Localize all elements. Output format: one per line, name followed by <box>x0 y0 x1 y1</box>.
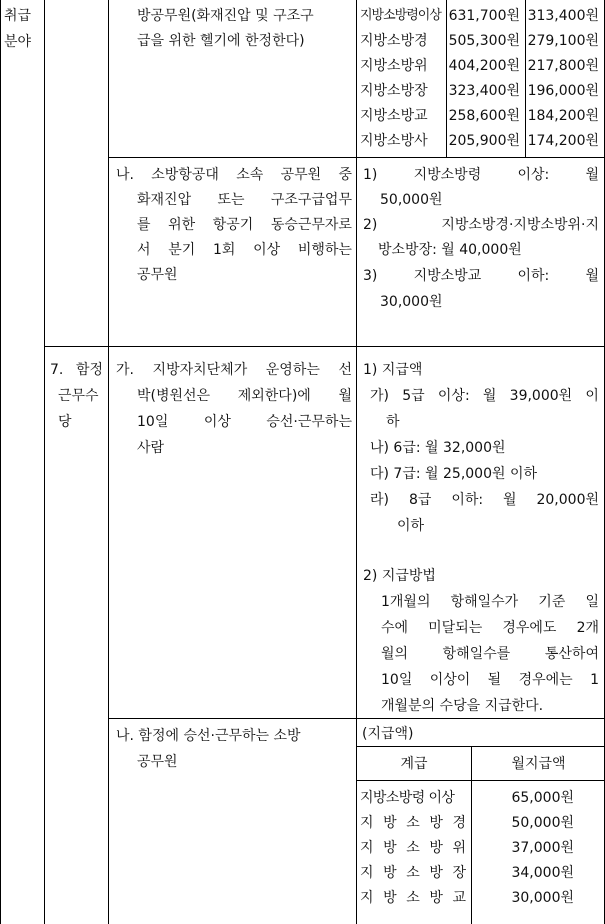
word: 월 <box>503 492 517 508</box>
word: 이하: <box>517 268 550 284</box>
desc-line <box>116 358 352 382</box>
word: 지방소방교 <box>413 268 482 284</box>
section-title-line1: 근무수 <box>58 388 99 404</box>
desc-line <box>137 188 352 212</box>
word: 소방항공대 <box>151 167 219 183</box>
char: 경 <box>452 815 466 831</box>
word: 이상 <box>203 414 231 430</box>
pay-line <box>363 264 599 288</box>
desc-line <box>116 163 352 187</box>
char: 소 <box>406 865 420 881</box>
word: 이 <box>585 388 599 404</box>
rate-value-2: 196,000원 <box>527 83 599 99</box>
word: 이상이 <box>429 672 471 688</box>
word: 개월분의 수당을 지급한다. <box>381 698 544 714</box>
rate-value-1: 205,900원 <box>448 133 520 149</box>
word: 화재진압 <box>137 192 192 208</box>
word: 나) 6급: 월 32,000원 <box>370 440 506 456</box>
item-column-divider <box>108 0 109 924</box>
word: 이하: <box>451 492 484 508</box>
char: 방 <box>383 815 397 831</box>
pay-table-amount: 50,000원 <box>511 815 574 831</box>
row-divider-1 <box>108 157 605 158</box>
char: 방 <box>429 865 443 881</box>
word: 10일 <box>381 672 413 688</box>
word: 39,000원 <box>509 388 573 404</box>
word: 지방자치단체가 <box>152 362 248 378</box>
pay-line <box>378 238 522 262</box>
word: 2개 <box>576 620 599 636</box>
word: 다) 7급: 월 25,000원 이하 <box>370 466 538 482</box>
section-number <box>50 358 103 382</box>
char: 방 <box>383 865 397 881</box>
rate-rank: 지방소방경 <box>360 33 428 49</box>
ship-ff-desc-line2: 공무원 <box>137 754 178 770</box>
char: 방 <box>383 840 397 856</box>
rate-value-2: 184,200원 <box>527 108 599 124</box>
rate-value-1: 258,600원 <box>448 108 520 124</box>
word: 5급 <box>402 388 425 404</box>
pay-table-rank <box>360 886 466 910</box>
pay-table-amount: 34,000원 <box>511 865 574 881</box>
pay-table-rank <box>360 861 466 885</box>
word: 이상: <box>517 167 550 183</box>
word: 방소방장: 월 40,000원 <box>378 242 522 258</box>
rate-rank: 지방소방위 <box>360 58 428 74</box>
word: 7. <box>50 362 64 378</box>
category-label-line2: 분야 <box>4 34 32 50</box>
char: 지 <box>360 840 374 856</box>
char: 소 <box>406 890 420 906</box>
pay-table-rank: 지방소방령 이상 <box>360 790 455 806</box>
word: 항공기 <box>212 217 254 233</box>
word: 를 <box>137 217 151 233</box>
word: 소속 <box>236 167 264 183</box>
word: 공무원 <box>137 267 178 283</box>
desc-line <box>137 410 352 434</box>
char: 소 <box>406 815 420 831</box>
ship-ff-desc-line1: 나. 함정에 승선·근무하는 소방 <box>116 728 301 744</box>
word: 경우에는 <box>518 672 573 688</box>
word: 1개월의 <box>381 594 431 610</box>
char: 장 <box>452 865 466 881</box>
word: 수에 <box>381 620 409 636</box>
word: 항해일수를 <box>442 646 511 662</box>
pay-table-label: (지급액) <box>362 726 414 742</box>
rate-value-1: 323,400원 <box>448 83 520 99</box>
word: 사람 <box>137 440 165 456</box>
char: 위 <box>452 840 466 856</box>
desc-column-divider <box>356 0 357 924</box>
pay-table-header-rank: 계급 <box>400 756 428 772</box>
word: 3) <box>363 268 378 284</box>
rate-value-2: 313,400원 <box>527 8 599 24</box>
category-column-divider <box>44 0 45 924</box>
word: 1회 <box>212 242 236 258</box>
rate-table-divider-2 <box>525 0 526 157</box>
pay-line <box>363 163 599 187</box>
char: 지 <box>360 815 374 831</box>
word: 월 <box>482 388 497 404</box>
pay-table-rank <box>360 836 466 860</box>
word: 이상 <box>253 242 281 258</box>
rate-value-1: 631,700원 <box>448 8 520 24</box>
word: 함정 <box>75 362 103 378</box>
pay-amount-title: 1) 지급액 <box>363 362 423 378</box>
word: 승선·근무하는 <box>266 414 352 430</box>
pay-line <box>380 188 443 212</box>
word: 1) <box>363 167 378 183</box>
rate-table-divider-1 <box>446 0 447 157</box>
word: 선 <box>338 362 352 378</box>
word: 위한 <box>168 217 196 233</box>
rate-rank: 지방소방장 <box>360 83 428 99</box>
word: 비행하는 <box>297 242 352 258</box>
desc-line <box>137 384 352 408</box>
word: 1 <box>590 672 599 688</box>
pay-amount-line <box>370 488 599 512</box>
pay-amount-line <box>397 514 424 538</box>
char: 교 <box>452 890 466 906</box>
pay-method-title: 2) 지급방법 <box>363 568 436 584</box>
rate-value-2: 174,200원 <box>527 133 599 149</box>
word: 50,000원 <box>380 192 443 208</box>
word: 나. <box>116 167 134 183</box>
word: 통산하여 <box>544 646 599 662</box>
category-label-line1: 취급 <box>4 8 32 24</box>
method-line <box>381 668 599 692</box>
char: 방 <box>429 840 443 856</box>
pay-table-header-bottom <box>356 780 605 781</box>
word: 30,000원 <box>380 294 443 310</box>
rate-value-2: 279,100원 <box>527 33 599 49</box>
pay-amount-line <box>370 436 506 460</box>
word: 동승근무자로 <box>270 217 352 233</box>
row-divider-2 <box>44 346 605 347</box>
word: 제외한다)에 <box>237 388 311 404</box>
char: 소 <box>406 840 420 856</box>
pay-table-header-amount: 월지급액 <box>511 756 566 772</box>
word: 20,000원 <box>536 492 599 508</box>
word: 월 <box>585 167 599 183</box>
pay-table-rank <box>360 811 466 835</box>
word: 또는 <box>217 192 245 208</box>
desc-line <box>137 238 352 262</box>
char: 방 <box>429 890 443 906</box>
method-line <box>381 642 599 666</box>
pay-line <box>363 213 599 237</box>
rate-value-1: 505,300원 <box>448 33 520 49</box>
word: 8급 <box>408 492 432 508</box>
char: 지 <box>360 890 374 906</box>
word: 미달되는 <box>428 620 483 636</box>
word: 이상: <box>437 388 470 404</box>
word: 박(병원선은 <box>137 388 211 404</box>
word: 기준 <box>538 594 566 610</box>
desc-line <box>137 436 164 460</box>
pay-amount-line <box>386 410 400 434</box>
word: 공무원 <box>280 167 322 183</box>
word: 월의 <box>381 646 409 662</box>
top-desc-line1: 방공무원(화재진압 및 구조구 <box>137 8 314 24</box>
pay-line <box>380 290 443 314</box>
pay-amount-line <box>370 384 599 408</box>
word: 하 <box>386 414 400 430</box>
method-line <box>381 616 599 640</box>
char: 방 <box>429 815 443 831</box>
char: 방 <box>383 890 397 906</box>
method-line <box>381 590 599 614</box>
word: 지방소방경·지방소방위·지 <box>441 217 599 233</box>
top-desc-line2: 급을 위한 헬기에 한정한다) <box>137 33 305 49</box>
word: 이하 <box>397 518 425 534</box>
pay-table-top <box>356 746 605 747</box>
char: 지 <box>360 865 374 881</box>
word: 경우에도 <box>502 620 557 636</box>
pay-table-amount: 30,000원 <box>511 890 574 906</box>
rate-rank: 지방소방교 <box>360 108 428 124</box>
pay-amount-line <box>370 462 537 486</box>
word: 라) <box>370 492 389 508</box>
rate-rank: 지방소방사 <box>360 133 428 149</box>
word: 가. <box>116 362 134 378</box>
word: 일 <box>585 594 599 610</box>
word: 중 <box>338 167 352 183</box>
word: 항해일수가 <box>450 594 519 610</box>
desc-line <box>137 213 352 237</box>
rate-value-1: 404,200원 <box>448 58 520 74</box>
word: 구조구급업무 <box>270 192 352 208</box>
rate-value-2: 217,800원 <box>527 58 599 74</box>
word: 분기 <box>168 242 196 258</box>
rate-rank: 지방소방령이상 <box>360 8 441 23</box>
pay-table-amount: 37,000원 <box>511 840 574 856</box>
method-line <box>381 694 543 718</box>
pay-table-amount: 65,000원 <box>511 790 574 806</box>
word: 지방소방령 <box>413 167 482 183</box>
word: 10일 <box>137 414 169 430</box>
desc-line <box>137 263 178 287</box>
word: 2) <box>363 217 378 233</box>
word: 월 <box>338 388 352 404</box>
row-divider-3 <box>108 718 605 719</box>
word: 서 <box>137 242 151 258</box>
word: 운영하는 <box>265 362 320 378</box>
outer-left-border <box>0 0 1 924</box>
word: 될 <box>487 672 502 688</box>
word: 가) <box>370 388 389 404</box>
word: 월 <box>585 268 599 284</box>
section-title-line2: 당 <box>58 414 72 430</box>
